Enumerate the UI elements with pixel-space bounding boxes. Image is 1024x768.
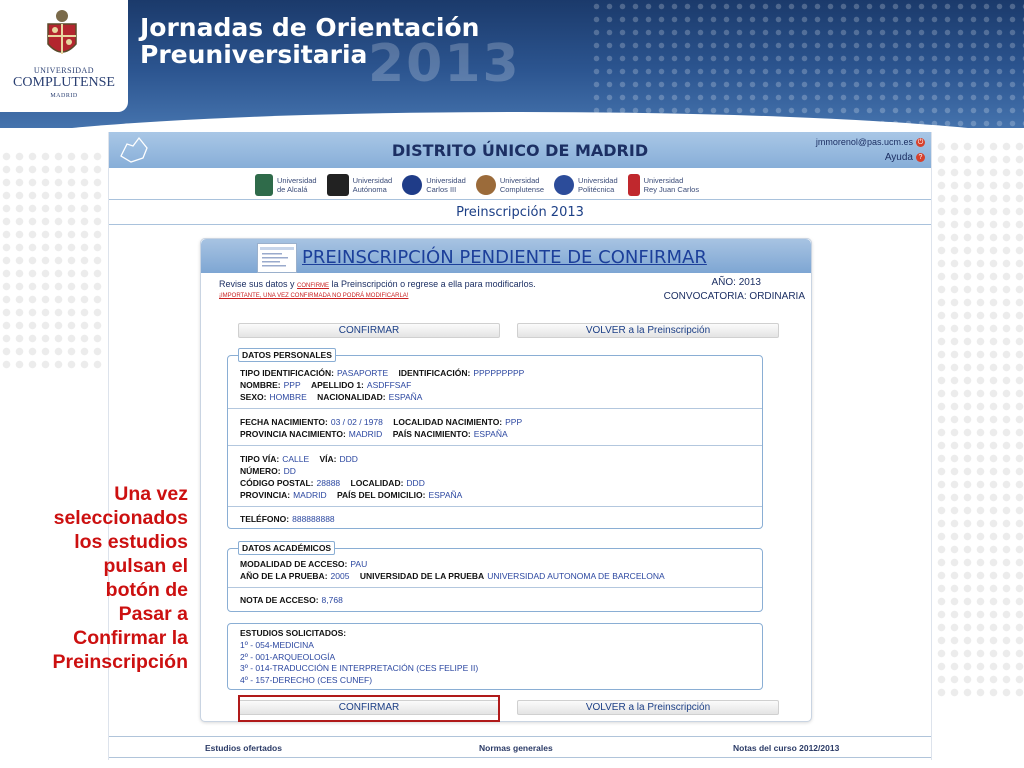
top-bar [109,132,931,168]
divider [109,199,931,200]
data-row: CÓDIGO POSTAL: 28888 LOCALIDAD: DDD [240,478,425,488]
politecnica-logo-icon [554,175,574,195]
help-link[interactable] [885,152,925,163]
slide-title-line2: Preuniversitaria [140,40,368,69]
complutense-logo-icon [476,175,496,195]
instructions [219,279,536,289]
uni-text-line1: Universidad [277,176,317,185]
personal-data-box [227,350,763,529]
user-email[interactable] [816,137,925,147]
annotation-line: seleccionados [53,507,188,529]
logout-icon[interactable]: ⏻ [917,138,924,146]
section-title: Preinscripción 2013 [456,205,584,220]
instructions-text: Revise sus datos y [219,279,298,289]
box-divider [228,506,762,507]
help-label: Ayuda [884,152,913,163]
decorative-dots-left [0,150,105,370]
studies-label: ESTUDIOS SOLICITADOS: [240,628,347,638]
confirmation-card [200,238,812,722]
uni-text-line1: Universidad [352,176,393,185]
district-title: DISTRITO ÚNICO DE MADRID [391,141,649,160]
footer-link-normas[interactable]: Normas generales [479,743,553,753]
data-row: MODALIDAD DE ACCESO: PAU [240,559,368,569]
list-item: 2º - 001-ARQUEOLOGÍA [240,651,336,662]
personal-data-legend: DATOS PERSONALES [238,348,336,362]
studies-list [240,640,478,686]
university-politecnica[interactable] [554,175,618,195]
university-logos [255,170,699,200]
decorative-dots-right [935,140,1024,700]
list-item: 4º - 157-DERECHO (CES CUNEF) [240,674,373,685]
uni-text-line2: Autónoma [352,185,387,194]
back-button-bottom[interactable]: VOLVER a la Preinscripción [517,700,779,715]
annotation-line: Preinscripción [52,651,188,673]
user-email-text: jmmorenol@pas.ucm.es [815,137,913,147]
university-logo [0,0,128,112]
studies-box [227,623,763,690]
confirm-button-bottom[interactable]: CONFIRMAR [238,700,500,715]
annotation-line: pulsan el [103,555,188,577]
box-divider [228,587,762,588]
data-row: PROVINCIA: MADRID PAÍS DEL DOMICILIO: ESPAÑA [240,490,463,500]
uni-text-line1: Universidad [643,176,684,185]
data-row: FECHA NACIMIENTO: 03 / 02 / 1978 LOCALIDAD NACIMIENTO: PPP [240,417,523,427]
data-row: AÑO DE LA PRUEBA: 2005 UNIVERSIDAD DE LA PRUEBA UNIVERSIDAD AUTONOMA DE BARCELONA [240,571,665,581]
slide-year: 2013 [368,34,521,94]
university-alcala[interactable] [255,174,317,196]
slide-title-line1: Jornadas de Orientación [140,13,480,42]
divider [109,224,931,225]
card-header [201,239,811,273]
uni-text-line1: Universidad [426,176,466,185]
footer-link-notas[interactable]: Notas del curso 2012/2013 [733,743,840,753]
warning-text: ¡IMPORTANTE, UNA VEZ CONFIRMADA NO PODRÁ MODIFICARLA! [219,293,409,299]
university-carlos-iii[interactable] [402,175,466,195]
data-row: PROVINCIA NACIMIENTO: MADRID PAÍS NACIMIENTO: ESPAÑA [240,429,508,439]
annotation-text [0,482,188,674]
carlos-iii-logo-icon [402,175,422,195]
uni-text-line1: Universidad [499,176,540,185]
university-rey-juan-carlos[interactable] [628,174,699,196]
list-item: 3º - 014-TRADUCCIÓN E INTERPRETACIÓN (CES FELIPE II) [240,663,479,673]
data-row: TIPO IDENTIFICACIÓN: PASAPORTE IDENTIFICACIÓN: PPPPPPPPP [240,368,525,378]
academic-data-legend: DATOS ACADÉMICOS [238,541,335,555]
data-row: TELÉFONO: 888888888 [240,514,335,524]
list-item: 1º - 054-MEDICINA [240,640,314,650]
academic-data-box [227,543,763,612]
slide-header [0,0,1024,128]
annotation-line: Pasar a [118,603,188,625]
alcala-logo-icon [255,174,273,196]
data-row: TIPO VÍA: CALLE VÍA: DDD [240,454,358,464]
confirm-link[interactable]: CONFIRME [297,283,330,289]
convocatoria-label: CONVOCATORIA: ORDINARIA [663,291,805,302]
slide-title [140,14,479,68]
crest-icon [40,8,84,62]
uni-text-line2: Rey Juan Carlos [643,185,700,194]
data-row: NOTA DE ACCESO: 8,768 [240,595,343,605]
annotation-line: los estudios [74,531,188,553]
autonoma-logo-icon [327,174,349,196]
back-button-top[interactable]: VOLVER a la Preinscripción [517,323,779,338]
university-complutense[interactable] [476,175,544,195]
instructions-text-end: la Preinscripción o regrese a ella para modificarlos. [329,279,536,289]
help-icon: ? [916,153,925,162]
box-divider [228,445,762,446]
annotation-line: Confirmar la [73,627,188,649]
preinscription-page [108,132,932,760]
uni-text-line1: Universidad [578,176,618,185]
year-label: AÑO: 2013 [711,277,761,288]
data-row: NOMBRE: PPP APELLIDO 1: ASDFFSAF [240,380,412,390]
confirm-button-highlight [238,695,500,722]
data-row: SEXO: HOMBRE NACIONALIDAD: ESPAÑA [240,392,423,402]
uni-text-line2: de Alcalá [277,185,308,194]
footer-nav [109,736,931,758]
university-name: COMPLUTENSE [13,75,115,90]
document-icon [257,243,297,273]
confirm-button-top[interactable]: CONFIRMAR [238,323,500,338]
university-city: MADRID [50,93,78,99]
uni-text-line2: Complutense [499,185,545,194]
box-divider [228,408,762,409]
header-dot-pattern [590,0,1024,128]
university-autonoma[interactable] [327,174,393,196]
data-row: NÚMERO: DD [240,466,296,476]
annotation-line: Una vez [114,483,188,505]
uni-text-line2: Carlos III [426,185,457,194]
uni-text-line2: Politécnica [578,185,615,194]
footer-link-estudios[interactable]: Estudios ofertados [205,743,282,753]
university-label: UNIVERSIDAD [33,66,95,75]
rey-juan-carlos-logo-icon [628,174,640,196]
annotation-line: botón de [105,579,188,601]
card-title: PREINSCRIPCIÓN PENDIENTE DE CONFIRMAR [302,247,707,268]
